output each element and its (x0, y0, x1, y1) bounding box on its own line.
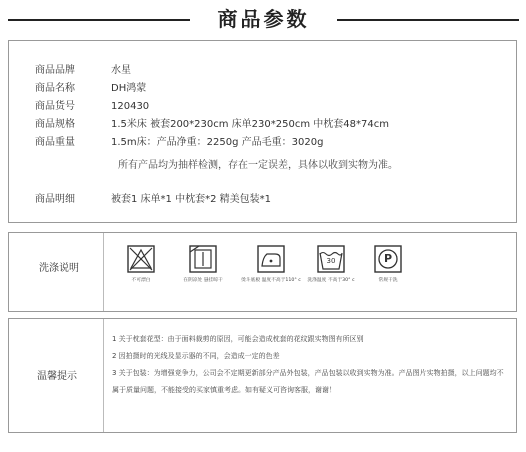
info-value: 水星 (111, 65, 131, 76)
header-left-rule (8, 19, 190, 21)
tips-panel (8, 318, 517, 433)
info-label: 商品重量 (35, 137, 75, 148)
tip-item: 2 因拍摄时的光线及显示器的不同，会造成一定的色差 (112, 352, 280, 360)
wash-item-no-bleach (117, 245, 165, 284)
wash-caption: 不可漂白 (131, 277, 151, 283)
wash-temp-value: 30 (326, 257, 336, 265)
info-value: 1.5m床：产品净重：2250g 产品毛重：3020g (111, 137, 324, 148)
product-info-panel (8, 40, 517, 223)
info-label: 商品品牌 (35, 65, 75, 76)
info-label: 商品货号 (35, 101, 75, 112)
dry-clean-letter: P (383, 252, 393, 265)
wash-label: 洗涤说明 (39, 263, 79, 274)
tip-item: 3 关于包装：为增强竞争力，公司会不定期更新部分产品外包装，产品包装以收到实物为准。产品图片实物拍摄，以上问题均不属于质量问题，不能接受的买家慎重考虑。如有疑义可咨询客服，谢谢！ (112, 369, 504, 394)
header-right-rule (337, 19, 519, 21)
info-label: 商品名称 (35, 83, 75, 94)
section-header (0, 0, 526, 36)
wash-temp-icon (317, 245, 345, 273)
no-bleach-icon (127, 245, 155, 273)
iron-icon (257, 245, 285, 273)
info-value: 被套1 床单*1 中枕套*2 精美包装*1 (111, 194, 271, 205)
info-value: 1.5米床 被套200*230cm 床单230*250cm 中枕套48*74cm (111, 119, 389, 130)
page-title: 商品参数 (217, 7, 310, 31)
wash-item-iron (239, 245, 303, 284)
measurement-note: 所有产品均为抽样检测，存在一定误差，具体以收到实物为准。 (118, 160, 398, 171)
wash-caption: 烫斗底板 温度不高于110° c (241, 277, 301, 283)
info-value: DH鸿蒙 (111, 83, 147, 94)
wash-caption: 在阴凉处 悬挂晾干 (183, 277, 223, 283)
dry-clean-icon (374, 245, 402, 273)
divider (103, 319, 104, 432)
info-value: 120430 (111, 101, 150, 112)
shade-dry-icon (189, 245, 217, 273)
divider (103, 233, 104, 311)
wash-caption: 常规干洗 (378, 277, 398, 283)
tip-item: 1 关于枕套花型：由于面料裁剪的原因，可能会造成枕套的花纹跟实物图有所区别 (112, 335, 364, 343)
tips-label: 温馨提示 (37, 371, 77, 382)
info-label: 商品规格 (35, 119, 75, 130)
wash-item-shade-dry (177, 245, 229, 284)
info-label: 商品明细 (35, 194, 75, 205)
wash-item-wash-temp (303, 245, 359, 284)
wash-instructions-panel (8, 232, 517, 312)
wash-item-dry-clean (365, 245, 411, 284)
wash-caption: 洗涤温度 不高于30° c (307, 277, 355, 283)
